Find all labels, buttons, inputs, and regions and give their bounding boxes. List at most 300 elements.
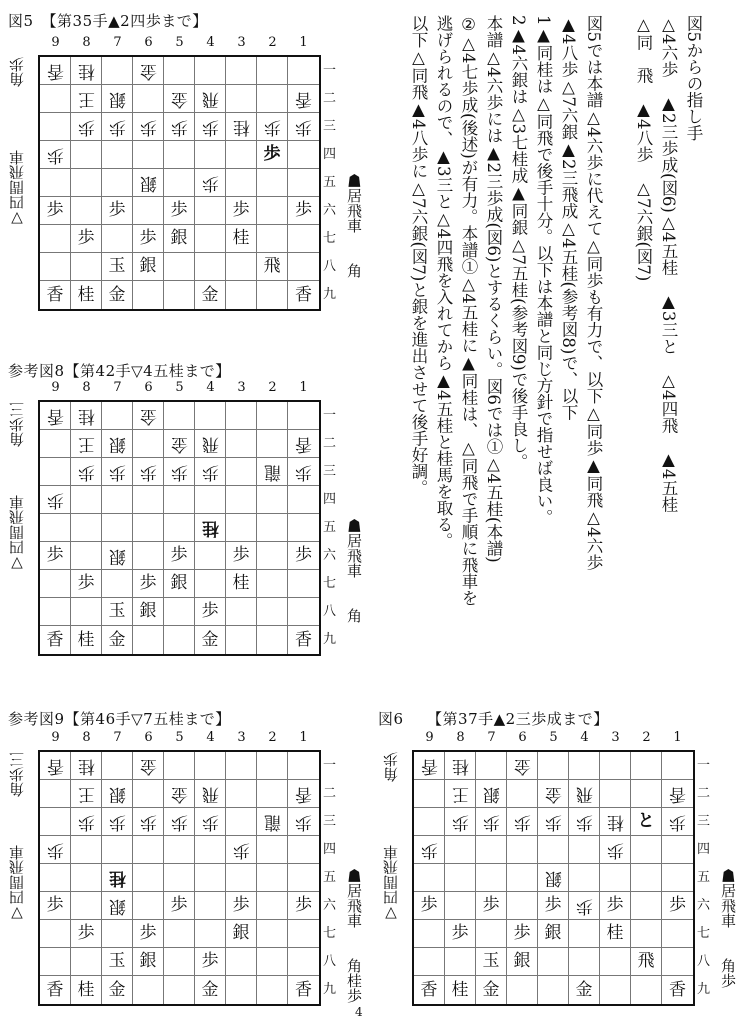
shogi-piece: 歩 (420, 840, 438, 860)
shogi-piece: 金 (170, 784, 188, 804)
shogi-piece: 歩 (201, 812, 219, 832)
board-square (288, 402, 319, 430)
board-square (102, 920, 133, 948)
shogi-piece: 銀 (108, 896, 126, 916)
shogi-piece: 銀 (108, 434, 126, 454)
board-square (226, 197, 257, 225)
board-square (133, 514, 164, 542)
board-square (226, 780, 257, 808)
board-square (133, 281, 164, 309)
board-square (40, 458, 71, 486)
shogi-piece: 桂 (77, 284, 95, 305)
board-square (133, 113, 164, 141)
gote-hand: 角歩三 (8, 752, 26, 797)
rank-label: 九 (323, 287, 337, 302)
board-square (164, 458, 195, 486)
file-label: 8 (82, 730, 91, 745)
board-square (507, 976, 538, 1004)
board-square (133, 57, 164, 85)
board-square (257, 780, 288, 808)
board-square (631, 780, 662, 808)
board-square (102, 976, 133, 1004)
board-square (40, 253, 71, 281)
board-square (40, 430, 71, 458)
board-square (226, 752, 257, 780)
board-square (288, 486, 319, 514)
shogi-piece: 歩 (575, 812, 593, 832)
shogi-piece: 桂 (606, 923, 624, 943)
shogi-piece: 金 (170, 89, 188, 109)
board-square (40, 197, 71, 225)
board-square (538, 920, 569, 948)
shogi-piece: 歩 (46, 840, 64, 860)
board-square (40, 141, 71, 169)
board-square (133, 141, 164, 169)
board-square (662, 948, 693, 976)
board-square (257, 169, 288, 197)
board-square (164, 920, 195, 948)
board-square (102, 430, 133, 458)
board-square (102, 57, 133, 85)
file-label: 3 (237, 730, 246, 745)
shogi-piece: 歩 (295, 545, 312, 565)
board-square (257, 570, 288, 598)
board-square (569, 752, 600, 780)
file-labels (40, 380, 319, 395)
shogi-piece: 桂 (201, 518, 219, 538)
board-square (40, 836, 71, 864)
gote-player: ▽四間飛車 (382, 845, 400, 923)
board-square (257, 57, 288, 85)
board-square (164, 430, 195, 458)
board-square (164, 57, 195, 85)
board-square (288, 281, 319, 309)
board-square (164, 892, 195, 920)
board-square (600, 864, 631, 892)
board-square (102, 281, 133, 309)
shogi-piece: 銀 (544, 923, 562, 943)
board-square (507, 948, 538, 976)
shogi-piece: 歩 (544, 895, 562, 915)
board-square (102, 836, 133, 864)
rank-label: 八 (323, 604, 337, 619)
board-square (226, 570, 257, 598)
board-square (133, 85, 164, 113)
board-square (71, 920, 102, 948)
board-square (164, 85, 195, 113)
shogi-piece: 歩 (170, 545, 188, 565)
board-square (102, 253, 133, 281)
rank-label: 三 (323, 464, 337, 479)
board-square (226, 864, 257, 892)
board-square (288, 920, 319, 948)
shogi-piece: 歩 (77, 228, 95, 248)
sente-hand: 角歩 (719, 958, 737, 988)
board-square (662, 892, 693, 920)
board-square (133, 626, 164, 654)
file-labels (40, 35, 319, 50)
gote-hand: 角歩三 (8, 402, 26, 447)
shogi-piece: 銀 (108, 89, 126, 109)
board-square (226, 253, 257, 281)
commentary-line: ▲4八歩△7六銀▲2三飛成△4五桂(参考図8)で、以下 (559, 15, 578, 421)
shogi-piece: 桂 (451, 756, 469, 776)
board-square (507, 836, 538, 864)
file-label: 7 (487, 730, 496, 745)
board-square (445, 780, 476, 808)
board-square (195, 281, 226, 309)
board-square (71, 430, 102, 458)
file-label: 9 (51, 380, 60, 395)
shogi-piece: 金 (108, 629, 126, 650)
shogi-piece: 歩 (232, 840, 250, 860)
shogi-piece: 金 (201, 284, 219, 305)
board-square (226, 430, 257, 458)
board-square (288, 141, 319, 169)
board-square (414, 976, 445, 1004)
board-square (226, 836, 257, 864)
board-square (40, 57, 71, 85)
board-square (133, 458, 164, 486)
board-square (102, 85, 133, 113)
commentary-line: 1▲同桂は△同飛で後手十分。以下は本譜と同じ方針で指せば良い。 (534, 15, 553, 526)
board-square (257, 225, 288, 253)
board-square (133, 920, 164, 948)
diagram-title: 図5 【第35手▲2四歩まで】 (8, 12, 208, 30)
board-square (133, 430, 164, 458)
shogi-piece: 銀 (482, 784, 500, 804)
file-label: 8 (456, 730, 465, 745)
board-square (40, 402, 71, 430)
board-square (662, 808, 693, 836)
board-square (40, 169, 71, 197)
board-square (226, 486, 257, 514)
board-square (476, 864, 507, 892)
rank-labels (323, 402, 336, 654)
shogi-piece: 飛 (575, 784, 593, 804)
shogi-piece: 歩 (451, 812, 469, 832)
rank-label: 三 (323, 119, 337, 134)
board-square (569, 864, 600, 892)
shogi-piece: 歩 (139, 812, 157, 832)
board-square (600, 752, 631, 780)
shogi-piece: 香 (46, 756, 64, 776)
board-square (631, 892, 662, 920)
board-square (71, 458, 102, 486)
board-square (71, 948, 102, 976)
shogi-piece: 歩 (606, 895, 624, 915)
sente-player: ☗居飛車 (345, 868, 363, 928)
shogi-piece: 飛 (637, 951, 655, 971)
board-square (257, 281, 288, 309)
rank-label: 九 (697, 982, 711, 997)
board-square (164, 752, 195, 780)
file-label: 1 (299, 730, 308, 745)
rank-labels (323, 57, 336, 309)
board-square (71, 57, 102, 85)
board-square (195, 458, 226, 486)
shogi-piece: 飛 (201, 784, 219, 804)
board-square (257, 514, 288, 542)
board-square (600, 808, 631, 836)
board-square (102, 948, 133, 976)
board-square (600, 976, 631, 1004)
board-square (257, 141, 288, 169)
shogi-piece: 桂 (606, 812, 624, 832)
board-square (414, 808, 445, 836)
board-square (569, 948, 600, 976)
shogi-piece: 歩 (46, 145, 64, 165)
board-square (195, 486, 226, 514)
board-square (257, 253, 288, 281)
board-square (40, 864, 71, 892)
board-square (71, 542, 102, 570)
board-square (226, 892, 257, 920)
board-square (414, 836, 445, 864)
shogi-piece: 歩 (108, 462, 126, 482)
board-square (71, 752, 102, 780)
shogi-piece: 桂 (77, 61, 95, 81)
board-square (71, 808, 102, 836)
board-square (40, 225, 71, 253)
board-square (164, 113, 195, 141)
board-square (226, 626, 257, 654)
board-square (538, 808, 569, 836)
board-square (133, 197, 164, 225)
shogi-piece: 歩 (232, 200, 250, 220)
board-square (226, 948, 257, 976)
board-square (71, 253, 102, 281)
board-square (71, 113, 102, 141)
shogi-piece: 歩 (77, 812, 95, 832)
shogi-piece: 歩 (201, 951, 219, 971)
board-square (288, 57, 319, 85)
shogi-board (38, 55, 321, 311)
board-square (164, 570, 195, 598)
shogi-piece: 飛 (201, 434, 219, 454)
file-label: 5 (175, 35, 184, 50)
board-square (195, 626, 226, 654)
rank-label: 一 (323, 63, 337, 78)
file-label: 4 (580, 730, 589, 745)
shogi-piece: 銀 (108, 784, 126, 804)
shogi-piece: 香 (46, 284, 64, 305)
rank-label: 八 (697, 954, 711, 969)
rank-label: 五 (323, 175, 337, 190)
board-square (102, 864, 133, 892)
diagram-title: 参考図8【第42手▽4五桂まで】 (8, 362, 231, 380)
shogi-piece: 歩 (575, 896, 593, 916)
rank-label: 五 (323, 870, 337, 885)
rank-label: 二 (323, 786, 337, 801)
board-square (226, 598, 257, 626)
shogi-piece: 歩 (263, 117, 281, 137)
sente-player: ☗居飛車 (719, 868, 737, 928)
shogi-piece: 金 (139, 756, 157, 776)
board-square (631, 752, 662, 780)
board-square (195, 542, 226, 570)
shogi-piece: 歩 (46, 895, 64, 915)
shogi-piece: 桂 (232, 573, 250, 593)
board-square (288, 85, 319, 113)
rank-label: 三 (323, 814, 337, 829)
shogi-piece: 龍 (263, 462, 281, 482)
board-square (257, 864, 288, 892)
board-square (476, 892, 507, 920)
gote-player: ▽四間飛車 (8, 495, 26, 573)
board-square (288, 542, 319, 570)
board-square (476, 780, 507, 808)
shogi-piece: 香 (669, 979, 686, 1000)
shogi-piece: 銀 (139, 601, 157, 621)
file-labels (40, 730, 319, 745)
file-labels (414, 730, 693, 745)
board-square (414, 892, 445, 920)
shogi-piece: 桂 (77, 756, 95, 776)
shogi-piece: 桂 (232, 117, 250, 137)
board-square (226, 57, 257, 85)
board-square (195, 225, 226, 253)
board-square (102, 458, 133, 486)
shogi-piece: 歩 (201, 601, 219, 621)
file-label: 2 (642, 730, 651, 745)
shogi-piece: 銀 (139, 173, 157, 193)
rank-label: 七 (697, 926, 711, 941)
board-square (102, 808, 133, 836)
rank-label: 六 (323, 548, 337, 563)
board-square (288, 892, 319, 920)
board-square (164, 542, 195, 570)
board-square (257, 113, 288, 141)
board-square (257, 458, 288, 486)
commentary-line: 2▲4六銀は△3七桂成▲同銀△7五桂(参考図9)で後手良し。 (509, 15, 528, 470)
shogi-piece: と (637, 811, 655, 831)
shogi-piece: 銀 (139, 951, 157, 971)
commentary-line: 本譜△4六歩には▲2三歩成(図6)とするくらい。図6では①△4五桂(本譜) (484, 15, 503, 563)
rank-label: 七 (323, 926, 337, 941)
shogi-piece: 香 (295, 284, 312, 305)
board-square (71, 197, 102, 225)
board-square (133, 976, 164, 1004)
board-square (102, 402, 133, 430)
gote-player: ▽四間飛車 (8, 845, 26, 923)
shogi-piece: 歩 (108, 117, 126, 137)
shogi-piece: 銀 (139, 256, 157, 276)
shogi-piece: 銀 (170, 573, 188, 593)
board-square (133, 948, 164, 976)
shogi-piece: 王 (451, 784, 469, 804)
file-label: 8 (82, 35, 91, 50)
board-square (257, 920, 288, 948)
board-square (257, 430, 288, 458)
shogi-piece: 歩 (263, 144, 281, 164)
board-square (133, 542, 164, 570)
board-square (71, 780, 102, 808)
board-square (507, 864, 538, 892)
shogi-piece: 桂 (108, 868, 126, 888)
sente-player: ☗居飛車 (345, 518, 363, 578)
shogi-piece: 玉 (108, 951, 126, 971)
board-square (257, 85, 288, 113)
board-square (133, 402, 164, 430)
shogi-piece: 歩 (77, 117, 95, 137)
shogi-piece: 金 (139, 61, 157, 81)
shogi-piece: 歩 (201, 173, 219, 193)
rank-label: 九 (323, 982, 337, 997)
board-square (133, 225, 164, 253)
board-square (133, 253, 164, 281)
board-square (569, 780, 600, 808)
board-square (195, 976, 226, 1004)
shogi-piece: 金 (513, 756, 531, 776)
rank-label: 三 (697, 814, 711, 829)
rank-label: 二 (323, 436, 337, 451)
shogi-piece: 金 (201, 979, 219, 1000)
shogi-piece: 玉 (108, 256, 126, 276)
board-square (257, 948, 288, 976)
shogi-piece: 歩 (420, 895, 438, 915)
board-square (195, 141, 226, 169)
board-square (257, 402, 288, 430)
shogi-piece: 香 (46, 406, 64, 426)
board-square (226, 402, 257, 430)
shogi-piece: 金 (544, 784, 562, 804)
board-square (288, 113, 319, 141)
rank-label: 四 (323, 492, 337, 507)
board-square (414, 780, 445, 808)
board-square (662, 752, 693, 780)
shogi-piece: 歩 (232, 895, 250, 915)
board-square (257, 197, 288, 225)
file-label: 6 (518, 730, 527, 745)
board-square (569, 808, 600, 836)
rank-labels (323, 752, 336, 1004)
board-square (507, 752, 538, 780)
sente-hand: 角 (345, 608, 363, 623)
board-square (71, 402, 102, 430)
board-square (288, 808, 319, 836)
shogi-piece: 歩 (669, 895, 686, 915)
board-square (414, 920, 445, 948)
board-square (226, 169, 257, 197)
board-square (164, 169, 195, 197)
shogi-piece: 歩 (170, 117, 188, 137)
board-square (164, 976, 195, 1004)
board-square (538, 836, 569, 864)
board-square (195, 780, 226, 808)
shogi-piece: 銀 (108, 546, 126, 566)
board-square (164, 486, 195, 514)
diagram-title: 参考図9【第46手▽7五桂まで】 (8, 710, 231, 728)
rank-label: 五 (697, 870, 711, 885)
shogi-board (412, 750, 695, 1006)
shogi-piece: 飛 (263, 256, 281, 276)
board-square (40, 780, 71, 808)
board-square (71, 976, 102, 1004)
board-square (226, 976, 257, 1004)
file-label: 5 (175, 380, 184, 395)
rank-label: 七 (323, 231, 337, 246)
board-square (195, 85, 226, 113)
board-square (445, 836, 476, 864)
shogi-piece: 歩 (108, 200, 126, 220)
board-square (195, 808, 226, 836)
commentary-text (406, 15, 706, 625)
rank-label: 二 (697, 786, 711, 801)
shogi-piece: 歩 (108, 812, 126, 832)
board-square (195, 402, 226, 430)
diagram-title: 図6 【第37手▲2三歩成まで】 (378, 710, 609, 728)
